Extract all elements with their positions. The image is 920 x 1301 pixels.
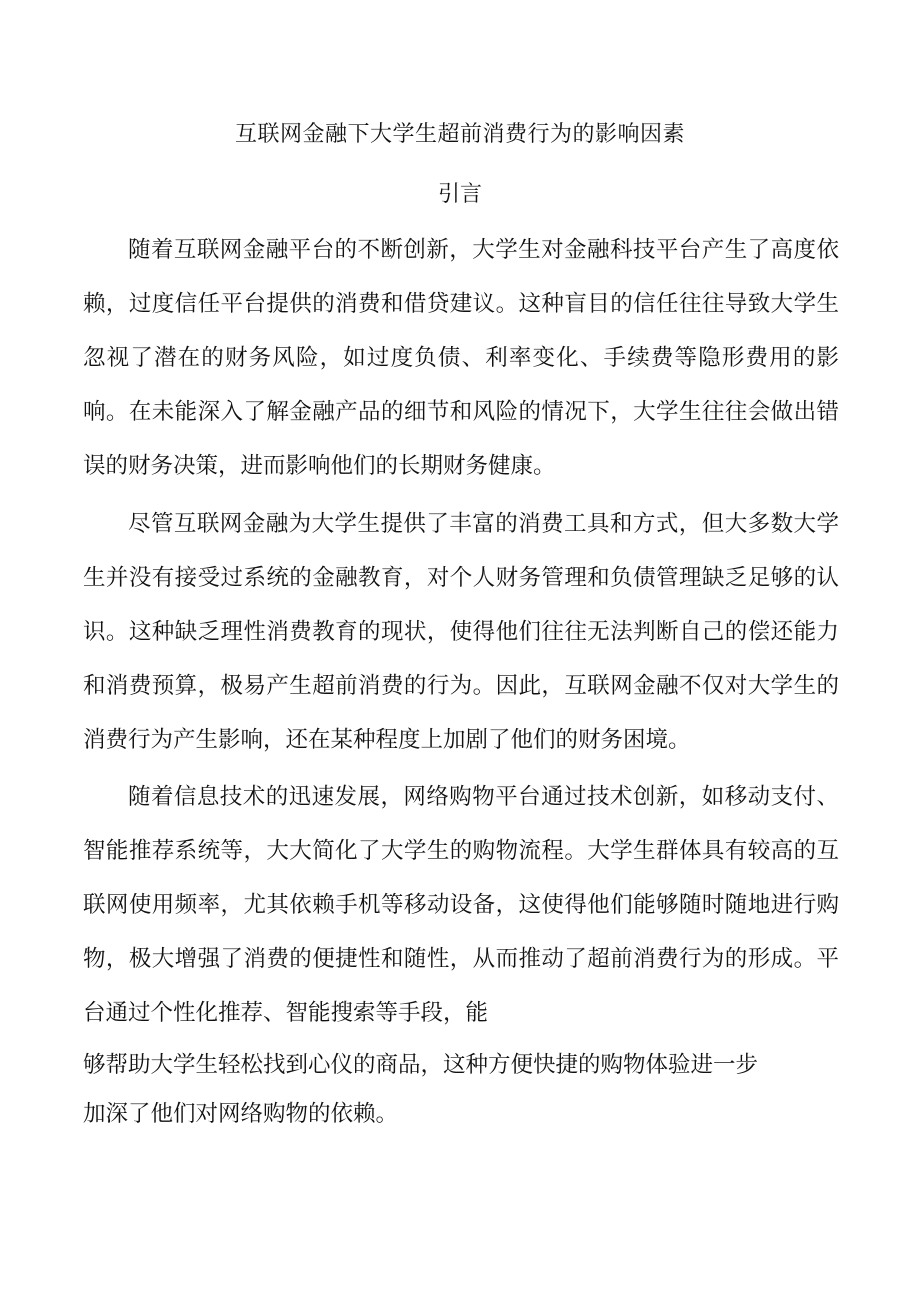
body-paragraph: 尽管互联网金融为大学生提供了丰富的消费工具和方式，但大多数大学生并没有接受过系统的金融教育，对个人财务管理和负债管理缺乏足够的认识。这种缺乏理性消费教育的现状，使得他们往往无法判断自己的偿还能力和消费预算，极易产生超前消费的行为。因此，互联网金融不仅对大学生的消费行为产生影响，还在某种程度上加剧了他们的财务困境。 [83,511,839,753]
section-heading: 引言 [437,182,482,207]
document-title: 互联网金融下大学生超前消费行为的影响因素 [234,122,685,147]
body-line: 加深了他们对网络购物的依赖。 [83,1101,399,1127]
body-paragraph: 随着互联网金融平台的不断创新，大学生对金融科技平台产生了高度依赖，过度信任平台提供的消费和借贷建议。这种盲目的信任往往导致大学生忽视了潜在的财务风险，如过度负债、利率变化、手续费等隐形费用的影响。在未能深入了解金融产品的细节和风险的情况下，大学生往往会做出错误的财务决策，进而影响他们的长期财务健康。 [83,237,839,479]
body-line: 够帮助大学生轻松找到心仪的商品，这种方便快捷的购物体验进一步 [83,1052,759,1078]
body-paragraph: 随着信息技术的迅速发展，网络购物平台通过技术创新，如移动支付、智能推荐系统等，大大简化了大学生的购物流程。大学生群体具有较高的互联网使用频率，尤其依赖手机等移动设备，这使得他们能够随时随地进行购物，极大增强了消费的便捷性和随性，从而推动了超前消费行为的形成。平台通过个性化推荐、智能搜索等手段，能 [83,784,839,1026]
